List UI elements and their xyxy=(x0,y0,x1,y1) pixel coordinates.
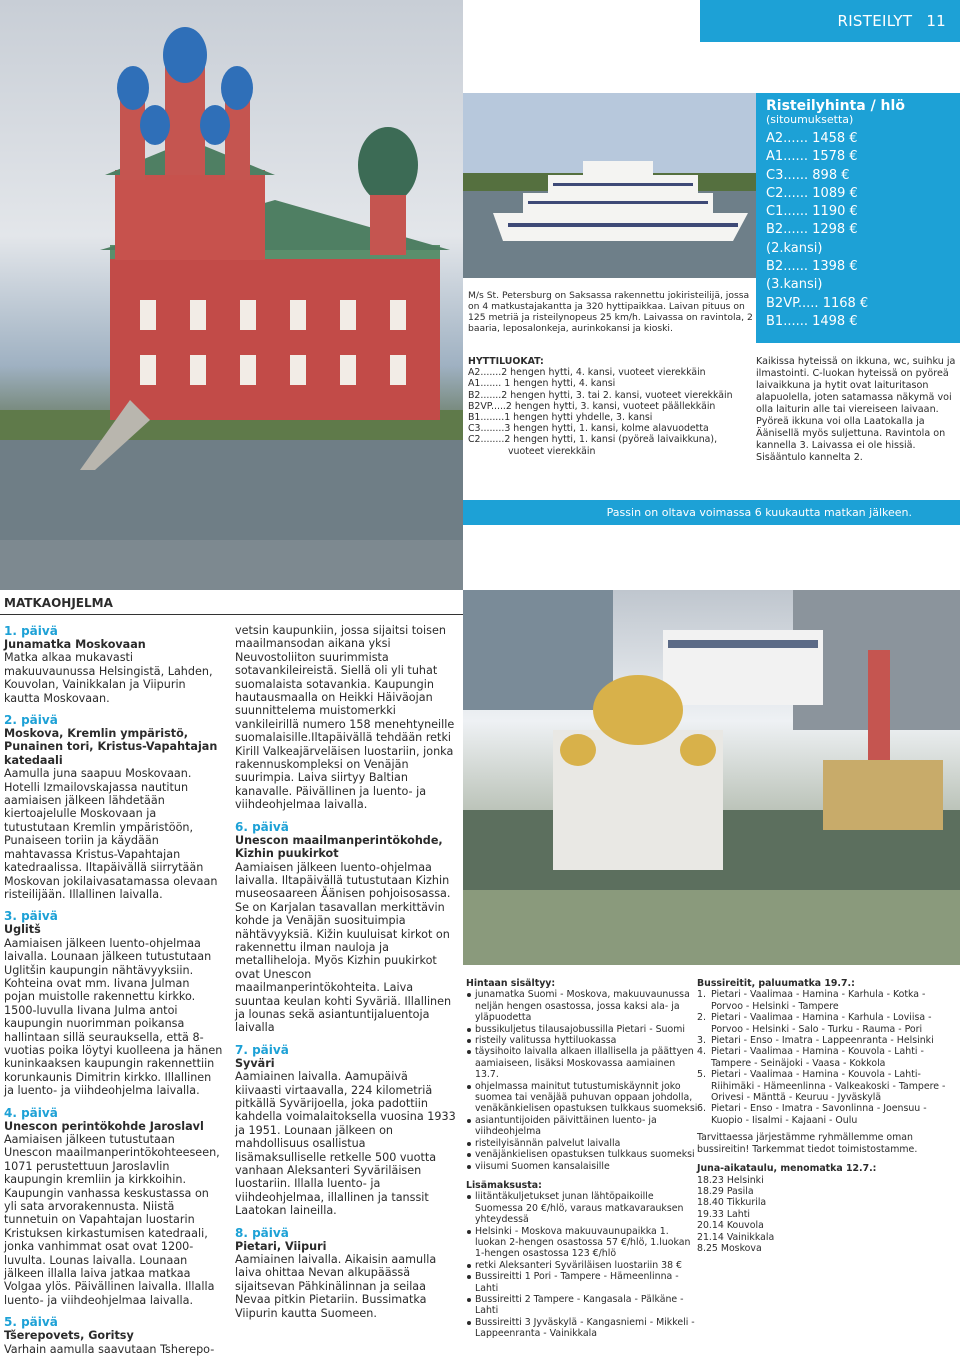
cabin-row: B2.......2 hengen hytti, 3. tai 2. kansi, vuoteet vierekkäin xyxy=(468,389,733,401)
program-divider xyxy=(0,614,463,615)
day-text: vetsin kaupunkiin, jossa sijaitsi toisen maailmansodan aikana yksi Neuvostoliiton suurimmista sotavankileireistä. Siellä oli yli tuhat suomalaista sotavankia. Kaupungin hautausmaalla on Heikki Häiväojan suunnittelema muistomerkki vankileirillä numero 158 menehtyneille suomalaisille.Iltapäivällä tehdään retki Kirill Valkeajärveläisen luostariin, jonka rakennuskompleksi on Venäjän suurimpia. Laiva siirtyy Baltian kanavalle. Päivällinen ja luento- ja viihdeohjelmaa laivalla. xyxy=(235,624,455,812)
day-title: Junamatka Moskovaan xyxy=(4,638,146,651)
moscow-illustration xyxy=(463,590,960,965)
day-text: Aamiainen laivalla. Aikaisin aamulla laiva ohittaa Nevan alkupäässä sijaitsevan Pähkinälinnan ja seilaa Nevaa pitkin Pietariin. Bussimatka Viipurin kautta Suomeen. xyxy=(235,1253,437,1320)
extra-item: Bussireitti 2 Tampere - Kangasala - Pälkäne - Lahti xyxy=(466,1294,698,1317)
ship-photo xyxy=(463,93,756,278)
price-row: B2VP..... 1168 € xyxy=(766,295,869,311)
price-row: C1...... 1190 € xyxy=(766,204,858,220)
program-title: MATKAOHJELMA xyxy=(4,596,113,610)
bus-route: Pietari - Enso - Imatra - Savonlinna - Joensuu - Kuopio - Iisalmi - Kajaani - Oulu xyxy=(711,1103,927,1126)
included-item: bussikuljetus tilausajobussilla Pietari - Suomi xyxy=(466,1024,698,1035)
train-row: 18.29 Pasila xyxy=(697,1185,754,1197)
program-day xyxy=(4,713,224,901)
included-item: junamatka Suomi - Moskova, makuuvaunussa neljän hengen osastossa, jossa kaksi ala- ja yläpuodetta xyxy=(466,989,698,1023)
included-item: risteily valitussa hyttiluokassa xyxy=(466,1035,698,1046)
bus-number: 4. xyxy=(697,1046,706,1058)
day-text: Aamiaisen jälkeen tutustutaan Unescon maailmanperintökohteeseen, 1071 perustettuun Jaroslavlin kaupungin kremliin ja kirkkoihin. Kaupungin vanhassa keskustassa on yli sata arvorakennusta. Niistä tunnetuin on Vapahtajan luostarin Kristuksen kirkastumisen katedraali, jonka vanhimmat osat ovat 1200-luvulta. Lounas laivalla. Lounaan jälkeen illalla laiva jatkaa matkaa Volgaa ylös. Päivällinen laivalla. Illalla luento- ja viihdeohjelmaa laivalla. xyxy=(4,1133,220,1307)
day-title: Uglitš xyxy=(4,923,41,937)
bus-number: 6. xyxy=(697,1103,706,1115)
bus-title: Bussireitit, paluumatka 19.7.: xyxy=(697,978,855,989)
price-title: Risteilyhinta / hlö xyxy=(766,98,905,114)
bus-number: 1. xyxy=(697,989,706,1001)
program-day xyxy=(235,1043,457,1218)
extra-list xyxy=(466,1191,698,1339)
day-label: 1. päivä xyxy=(4,624,58,638)
extra-item: Bussireitti 3 Jyväskylä - Kangasniemi - Mikkeli - Lappeenranta - Vainikkala xyxy=(466,1317,698,1340)
bus-item xyxy=(697,1103,959,1126)
price-row: (3.kansi) xyxy=(766,277,823,293)
bus-section xyxy=(697,978,959,1254)
price-subtitle: (sitoumuksetta) xyxy=(766,113,854,126)
bus-route: Pietari - Vaalimaa - Hamina - Kouvola - Lahti- Riihimäki - Hämeenlinna - Valkeakoski - Tampere - Orivesi - Mänttä - Keuruu - Jyväskylä xyxy=(711,1069,946,1104)
cabin-row: B1........1 hengen hytti yhdelle, 3. kansi xyxy=(468,412,653,424)
train-row: 18.40 Tikkurila xyxy=(697,1197,767,1209)
cabin-classes xyxy=(468,356,733,457)
day-title: Syväri xyxy=(235,1056,275,1070)
bus-number: 5. xyxy=(697,1069,706,1081)
included-item: viisumi Suomen kansalaisille xyxy=(466,1161,698,1172)
program-day xyxy=(4,909,224,1097)
cabin-title: HYTTILUOKAT: xyxy=(468,356,544,367)
price-row: B2...... 1398 € xyxy=(766,259,858,275)
ship-illustration xyxy=(463,93,756,278)
day-title: Pietari, Viipuri xyxy=(235,1239,327,1253)
price-row: B2...... 1298 € xyxy=(766,222,858,238)
included-item: täysihoito laivalla alkaen illallisella ja päättyen aamiaiseen, lisäksi Moskovassa aamiainen 13.7. xyxy=(466,1046,698,1080)
extra-item: Bussireitti 1 Pori - Tampere - Hämeenlinna - Lahti xyxy=(466,1271,698,1294)
price-row: C2...... 1089 € xyxy=(766,185,858,201)
day-label: 3. päivä xyxy=(4,909,58,924)
bus-item xyxy=(697,1046,959,1069)
price-row: A2...... 1458 € xyxy=(766,131,858,146)
day-label: 5. päivä xyxy=(4,1315,58,1330)
bus-route: Pietari - Enso - Imatra - Lappeenranta - Helsinki xyxy=(711,1035,934,1047)
program-day xyxy=(235,624,457,812)
day-label: 7. päivä xyxy=(235,1042,289,1057)
passport-banner: Passin on oltava voimassa 6 kuukautta matkan jälkeen. xyxy=(463,500,960,525)
day-label: 4. päivä xyxy=(4,1105,58,1120)
church-photo xyxy=(0,0,463,590)
day-label: 2. päivä xyxy=(4,713,58,728)
day-text: Aamulla juna saapuu Moskovaan. Hotelli Izmailovskajassa nautitun aamiaisen jälkeen lähdetään kiertoajelulle Moskovaan ja tutustutaan Kremlin ympäristöön, Punaiseen toriin ja käydään mahtavassa Kristus-Vapahtajan katedraalissa. Iltapäivällä siirrytään Moskovan jokilaivasatamassa olevaan risteilijään. Illallinen laivalla. xyxy=(4,767,218,901)
bus-route: Pietari - Vaalimaa - Hamina - Kouvola - Lahti - Tampere - Seinäjoki - Vaasa - Kokkola xyxy=(711,1046,924,1069)
included-section xyxy=(466,978,698,1340)
included-item: risteilyisännän palvelut laivalla xyxy=(466,1138,698,1149)
program-day xyxy=(4,1315,224,1356)
train-row: 8.25 Moskova xyxy=(697,1242,762,1254)
program-column-1 xyxy=(4,624,224,1362)
included-item: asiantuntijoiden päivittäinen luento- ja viihdeohjelma xyxy=(466,1115,698,1138)
program-day xyxy=(4,1106,224,1308)
section-header xyxy=(700,0,960,42)
bus-note: Tarvittaessa järjestämme ryhmällemme oman bussireitin! Tarkemmat tiedot toimistostamme. xyxy=(697,1132,918,1155)
extra-item: Helsinki - Moskova makuuvaunupaikka 1. luokan 2-hengen osastossa 57 €/hlö, 1.luokan 1-hengen osastossa 123 €/hlö xyxy=(466,1226,698,1260)
bus-item xyxy=(697,1035,959,1046)
bus-number: 3. xyxy=(697,1035,706,1047)
church-illustration xyxy=(0,0,463,590)
bus-number: 2. xyxy=(697,1012,706,1024)
day-label: 6. päivä xyxy=(235,819,289,834)
bus-item xyxy=(697,989,959,1012)
bus-item xyxy=(697,1069,959,1103)
price-row: A1...... 1578 € xyxy=(766,149,858,165)
program-day xyxy=(4,624,224,705)
cabin-row: A2.......2 hengen hytti, 4. kansi, vuoteet vierekkäin xyxy=(468,367,706,379)
included-item: venäjänkielisen opastuksen tulkkaus suomeksi xyxy=(466,1149,698,1160)
ship-caption: M/s St. Petersburg on Saksassa rakennettu jokiristeilijä, jossa on 4 matkustajakantta ja 320 hyttipaikkaa. Laivan pituus on 125 metriä ja risteilynopeus 25 km/h. Laivassa on ravintola, 2 baaria, leposalonkeja, aurinkokansi ja kioski. xyxy=(468,290,753,334)
cabin-row: A1....... 1 hengen hytti, 4. kansi xyxy=(468,378,616,390)
included-list xyxy=(466,989,698,1172)
day-title: Unescon maailmanperintökohde, Kizhin puukirkot xyxy=(235,833,443,861)
train-title: Juna-aikataulu, menomatka 12.7.: xyxy=(697,1163,877,1175)
price-list xyxy=(766,130,950,331)
bus-route: Pietari - Vaalimaa - Hamina - Karhula - Kotka - Porvoo - Helsinki - Tampere xyxy=(711,989,926,1012)
day-text: Aamiainen laivalla. Aamupäivä kiivaasti virtaavalla, 224 kilometriä pitkällä Syvärijoella, joka padottiin kahdella voimalaitoksella vuosina 1933 ja 1951. Lounaan jälkeen on mahdollisuus osallistua lisämaksulliselle retkelle 500 vuotta vanhaan Aleksanteri Syväriläisen luostariin. Illalla luento- ja viihdeohjelmaa, illallinen ja tanssit Laatokan laineilla. xyxy=(235,1070,456,1218)
day-title: Unescon perintökohde Jaroslavl xyxy=(4,1119,204,1133)
program-day xyxy=(235,820,457,1035)
price-row: (2.kansi) xyxy=(766,240,823,256)
extra-item: retki Aleksanteri Syväriläisen luostariin 38 € xyxy=(466,1260,698,1271)
cabin-row: C3........3 hengen hytti, 1. kansi, kolme alavuodetta xyxy=(468,423,709,435)
price-row: C3...... 898 € xyxy=(766,167,850,183)
bus-item xyxy=(697,1012,959,1035)
extra-title: Lisämaksusta: xyxy=(466,1179,542,1191)
price-box xyxy=(756,93,960,343)
section-title: RISTEILYT xyxy=(837,12,913,30)
cabin-row: C2........2 hengen hytti, 1. kansi (pyöreä laivaikkuna), xyxy=(468,434,718,446)
day-label: 8. päivä xyxy=(235,1225,289,1240)
program-day xyxy=(235,1226,457,1320)
cabin-list xyxy=(468,367,733,457)
train-row: 21.14 Vainikkala xyxy=(697,1231,775,1243)
day-text: Matka alkaa mukavasti makuuvaunussa Helsingistä, Lahden, Kouvolan, Vainikkalan ja Viipurin kautta Moskovaan. xyxy=(4,651,213,705)
cabin-row: B2VP.....2 hengen hytti, 3. kansi, vuoteet päällekkäin xyxy=(468,400,716,412)
extra-item: liitäntäkuljetukset junan lähtöpaikoille Suomessa 20 €/hlö, varaus matkavarauksen yhteydessä xyxy=(466,1191,698,1225)
train-row: 18.23 Helsinki xyxy=(697,1174,764,1186)
train-row: 20.14 Kouvola xyxy=(697,1220,764,1232)
program-column-2 xyxy=(235,624,457,1328)
day-text: Varhain aamulla saavutaan Tsherepo- xyxy=(4,1342,215,1356)
bus-list xyxy=(697,989,959,1126)
price-row: B1...... 1498 € xyxy=(766,313,858,329)
included-title: Hintaan sisältyy: xyxy=(466,978,556,989)
bus-route: Pietari - Vaalimaa - Hamina - Karhula - Loviisa - Porvoo - Helsinki - Salo - Turku - Rauma - Pori xyxy=(711,1012,932,1035)
day-text: Aamiaisen jälkeen luento-ohjelmaa laivalla. Lounaan jälkeen tutustutaan Uglitšin kaupungin nähtävyyksiin. Kohteina ovat mm. Iivana Julman pojan muistolle rakennettu kirkko. 1500-luvulla Iivana Julma antoi kaupungin nuorimman poikansa hallintaan sillä seurauksella, että 8-vuotias poika löytyi kuolleena ja hänen kuninkaaksen kaupungin rakennettiin korunkaunis Dimitrin kirkko. Illallinen ja luento- ja viihdeohjelma laivalla. xyxy=(4,936,223,1098)
day-title: Moskova, Kremlin ympäristö, Punainen tori, Kristus-Vapahtajan katedaali xyxy=(4,727,218,767)
day-text: Aamiaisen jälkeen luento-ohjelmaa laivalla. Iltapäivällä tutustutaan Kizhin museosaareen Äänisen pohjoisosassa. Se on Karjalan tasavallan merkittävin kohde ja Venäjän suosituimpia nähtävyyksiä. Kižin kuuluisat kirkot on rakennettu ilman nauloja ja metalliheloja. Myös Kizhin puukirkot ovat Unescon maailmanperintökohteita. Laiva suuntaa keulan kohti Syväriä. Illallinen ja lounas sekä asiantuntijaluentoja laivalla xyxy=(235,860,452,1035)
train-list xyxy=(697,1175,959,1255)
cabin-row: vuoteet vierekkäin xyxy=(508,445,596,457)
lock-photo xyxy=(463,590,960,965)
train-row: 19.33 Lahti xyxy=(697,1208,751,1220)
cabin-notes: Kaikissa hyteissä on ikkuna, wc, suihku ja ilmastointi. C-luokan hyteissä on pyöreä laivaikkuna ja hytit ovat laituritason alapuolella, joten satamassa näkymä voi olla laiturin alle tai viereiseen laivaan. Pyöreä ikkuna voi olla Laatokalla ja Äänisellä myös suljettuna. Ravintola on kannella 3. Laivassa ei ole hissiä. Sisääntulo kannelta 2. xyxy=(756,356,956,463)
included-item: ohjelmassa mainitut tutustumiskäynnit joko suomea tai venäjää puhuvan oppaan johdolla, venäkänkielisen opastuksen tulkkaus suomeksi xyxy=(466,1081,698,1115)
day-title: Tšerepovets, Goritsy xyxy=(4,1329,134,1343)
page-number: 11 xyxy=(926,12,946,30)
